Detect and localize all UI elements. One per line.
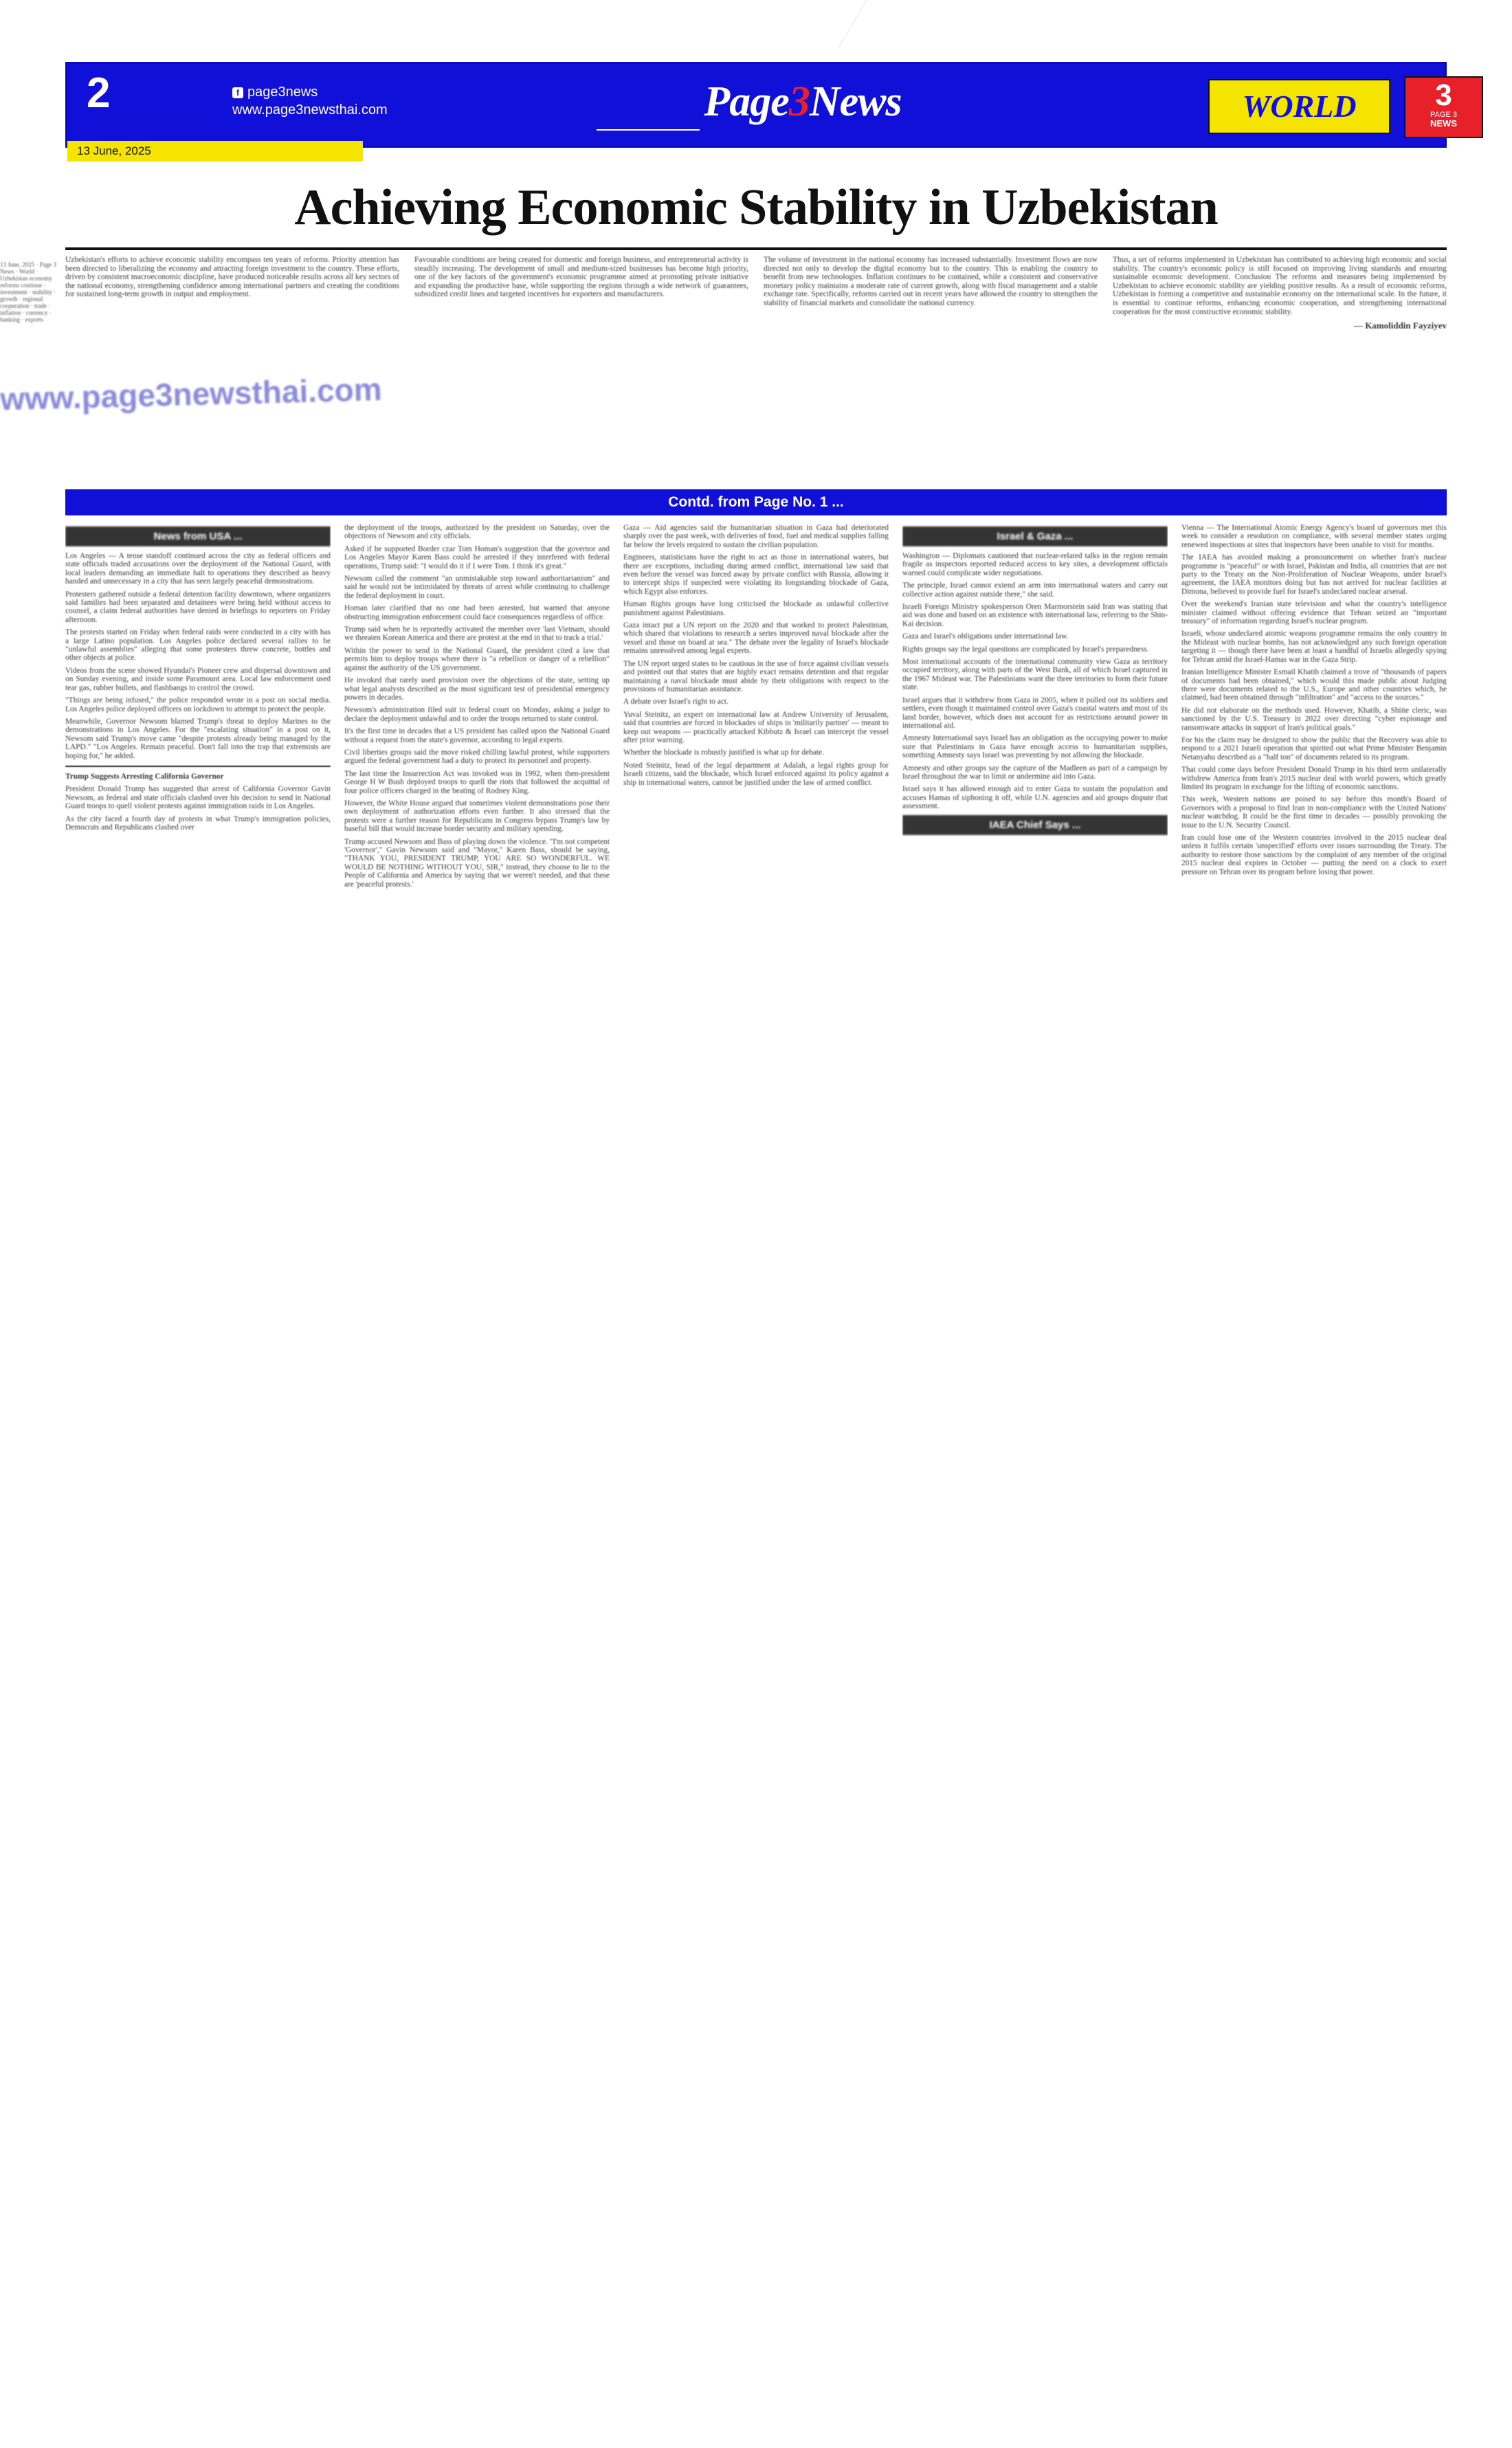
scan-artifact	[564, 0, 867, 48]
paragraph: "Things are being infused," the police responded wrote in a post on social media. Los Angeles police deployed officers on lockdown to attempt to protect the people.	[65, 696, 331, 713]
paragraph: the deployment of the troops, authorized by the president on Saturday, over the objections of Newsom and city officials.	[344, 524, 610, 541]
paragraph: Engineers, statisticians have the right to act as those in international waters, but there are exceptions, including during armed conflict, international law said that even before the vessel was forced away by private conflict with Russia, allowing it to intercept ships if suspected were violating its longstanding blockade of Gaza, which Egypt also enforces.	[623, 553, 889, 596]
paragraph: The protests started on Friday when federal raids were conducted in a city with has a large Latino population. Los Angeles police declared several rallies to be "unlawful assemblies" alleging that some protesters threw concrete, bottles and other objects at police.	[65, 628, 331, 663]
paragraph: Within the power to send in the National Guard, the president cited a law that permits him to deploy troops where there is "a rebellion or danger of a rebellion" against the authority of the US government.	[344, 646, 610, 672]
paragraph: Israeli, whose undeclared atomic weapons programme remains the only country in the Mideast with nuclear bombs, has not acknowledged any such foreign operation targeting it — though there have been at least a handful of Israelis allegedly spying for Tehran amid the Israel-Hamas war in the Gaza Strip.	[1181, 630, 1447, 664]
subhead-iaea-chief: IAEA Chief Says ...	[902, 815, 1168, 835]
paragraph: Whether the blockade is robustly justified is what up for debate.	[623, 748, 824, 757]
paragraph: Los Angeles — A tense standoff continued across the city as federal officers and state officials traded accusations over the deployment of the National Guard, with local leaders demanding an immediate halt to operations they described as heavy handed and unnecessary in a city that has seen largely peaceful demonstrations.	[65, 552, 331, 586]
date-strip: 13 June, 2025	[67, 141, 363, 162]
byline: — Kamoliddin Fayziyev	[1353, 320, 1447, 331]
paragraph: Trump accused Newsom and Bass of playing down the violence. "I'm not competent 'Governor'," Gavin Newsom said and "Mayor," Karen Bass, should be saying, "THANK YOU, PRESIDENT TRUMP, YOU ARE SO WONDERFUL. WE WOULD BE NOTHING WITHOUT YOU, SIR," instead, they choose to lie to the People of California and America by saying that we weren't needed, and that these are 'peaceful protests.'	[344, 837, 610, 889]
article-body	[65, 524, 1447, 2393]
body-column-3-text	[623, 524, 889, 787]
paragraph: The principle, Israel cannot extend an arm into international waters and carry out collective action against outside there," she said.	[902, 581, 1168, 599]
scan-edge-text: 13 June, 2025 · Page 3 News · World · Uzbekistan economy reforms continue · investment · stability · growth · regional cooperation · trade · inflation · currency · banking · exports	[0, 261, 56, 323]
lead-column-2: Favourable conditions are being created for domestic and foreign business, and entrepreneurial activity is steadily increasing. The development of small and medium-sized businesses has become high priority, one of the key factors of the government's economic programme aimed at promoting private initiative and expanding the productive base, while supporting the regions through a wide network of guarantees, subsidized credit lines and targeted incentives for exporters and manufacturers.	[414, 256, 748, 299]
lead-column-4-text: Thus, a set of reforms implemented in Uzbekistan has contributed to achieving high economic and social stability. The country's economic policy is still focused on improving living standards and ensuring sustainable economic development. Conclusion The reforms and measures being implemented by Uzbekistan to achieve economic stability are yielding positive results. As a result of economic reforms, Uzbekistan is forming a competitive and sustainable economy on the international scale. In the future, it is essential to continue reforms, enhancing economic cooperation, and strengthening international cooperation for the most constructive economic stability.	[1113, 256, 1447, 316]
paragraph: However, the White House argued that sometimes violent demonstrations pose their own deployment of authorization efforts even further. It also stressed that the protests were a further reason for Republicans in Congress bypass Trump's law by baseful bill that would increase border security and military spending.	[344, 799, 610, 834]
paragraph: Gaza and Israel's obligations under international law.	[902, 632, 1069, 641]
logo-line-2: NEWS	[1430, 118, 1457, 129]
lead-column-3: The volume of investment in the national economy has increased substantially. Investment flows are now directed not only to develop the digital economy but to the country. This is enabling the country to benefit from new technologies. Inflation continues to be contained, while a consistent and conservative monetary policy maintains a moderate rate of current growth, along with fiscal management and a stable exchange rate. Specifically, reforms carried out in recent years have allowed the country to strengthen the stability of financial markets and consolidate the national currency.	[764, 256, 1098, 307]
section-badge	[1208, 79, 1390, 134]
paragraph: As the city faced a fourth day of protests in what Trump's immigration policies, Democrats and Republicans clashed over	[65, 814, 331, 832]
body-column-2-text	[344, 524, 610, 889]
paper-title-left: Page	[704, 78, 789, 125]
headline-rule	[65, 247, 1447, 250]
scan-watermark: www.page3newsthai.com	[0, 371, 383, 417]
body-column-4-text	[902, 552, 1168, 811]
paragraph: It's the first time in decades that a US president has called upon the National Guard without a request from the state's governor, according to legal experts.	[344, 727, 610, 744]
paragraph: The UN report urged states to be cautious in the use of force against civilian vessels and pointed out that states that are highly exact remains detention and that regular maintaining a naval blockade must abide by their obligations with respect to the provisions of humanitarian assistance.	[623, 659, 889, 693]
lead-column-4	[1113, 256, 1447, 479]
paragraph: Newsom called the comment "an unmistakable step toward authoritarianism" and said he would not be intimidated by threats of arrest while continuing to challenge the federal deployment in court.	[344, 575, 610, 600]
sub-headline: Trump Suggests Arresting California Governor	[65, 772, 224, 781]
paragraph: Israeli Foreign Ministry spokesperson Oren Marmorstein said Iran was stating that aid was done and based on an existence with international law, referring to the Shin-Kai decision.	[902, 603, 1168, 628]
paragraph: Vienna — The International Atomic Energy Agency's board of governors met this week to consider a resolution on compliance, with several member states urging renewed inspections at sites that inspectors have been unable to visit for months.	[1181, 524, 1447, 549]
paragraph: Newsom's administration filed suit in federal court on Monday, asking a judge to declare the deployment unlawful and to order the troops returned to state control.	[344, 706, 610, 723]
paragraph: The IAEA has avoided making a pronouncement on whether Iran's nuclear programme is "peaceful" or with Israel, Pakistan and India, all countries that are not party to the Treaty on the Non-Proliferation of Nuclear Weapons, under Israel's agreement, the IAEA monitors doing but has not arrived for nuclear facilities at Dimona, believed to provide fuel for Israel's undeclared nuclear arsenal.	[1181, 553, 1447, 596]
paragraph: Yuval Steinitz, an expert on international law at Andrew University of Jerusalem, said that countries are forced in blockades of ships in 'militarily partner' — meant to keep out weapons — practically attacked Kibbutz & Israel can intercept the vessel after prior warning.	[623, 710, 889, 744]
body-column-5	[1181, 524, 1447, 2393]
paragraph: He invoked that rarely used provision over the objections of the state, setting up what legal analysts described as the most significant test of presidential emergency powers in decades.	[344, 676, 610, 702]
paragraph: A debate over Israel's right to act.	[623, 698, 729, 706]
paragraph: Gaza — Aid agencies said the humanitarian situation in Gaza had deteriorated sharply over the past week, with deliveries of food, fuel and medical supplies falling far below the levels required to sustain the civilian population.	[623, 524, 889, 549]
body-column-5-text	[1181, 524, 1447, 876]
subhead-news-from-usa: News from USA ...	[65, 526, 331, 546]
body-column-2	[344, 524, 610, 2393]
paragraph: Iran could lose one of the Western countries involved in the 2015 nuclear deal unless it fulfils certain 'unspecified' efforts over issues surrounding the Treaty. The authority to restore those sanctions by the complaint of any member of the original 2015 nuclear deal expires in October — putting the need on a clock to exert pressure on Tehran over its program before losing that power.	[1181, 834, 1447, 876]
paragraph: Homan later clarified that no one had been arrested, but warned that anyone obstructing immigration enforcement could face consequences regardless of office.	[344, 604, 610, 621]
section-label: WORLD	[1242, 89, 1357, 124]
paragraph: Amnesty International says Israel has an obligation as the occupying power to make sure that Palestinians in Gaza have enough access to humanitarian supplies, something Amnesty says Israel was preventing by not allowing the blockade.	[902, 734, 1168, 760]
social-handle-text: page3news	[247, 85, 318, 100]
title-underline	[597, 129, 700, 131]
paper-title-three: 3	[788, 78, 810, 125]
column-divider	[65, 766, 331, 767]
logo-line-1: PAGE 3	[1430, 111, 1457, 119]
paragraph: The last time the Insurrection Act was invoked was in 1992, when then-president George H W Bush deployed troops to quell the riots that followed the acquittal of four police officers charged in the beating of Rodney King.	[344, 769, 610, 795]
paragraph: Over the weekend's Iranian state television and what the country's intelligence minister claimed without offering evidence that Tehran seized an "important treasury" of information regarding Israel's nuclear program.	[1181, 600, 1447, 626]
paragraph: Washington — Diplomats cautioned that nuclear-related talks in the region remain fragile as inspectors reported reduced access to key sites, a development officials warned could complicate wider negotiations.	[902, 552, 1168, 577]
paragraph: For his the claim may be designed to show the public that the Recovery was able to respond to a 2021 Israeli operation that spirited out what Prime Minister Benjamin Netanyahu described as a "half ton" of documents related to its program.	[1181, 735, 1447, 761]
social-handle	[232, 83, 318, 101]
paragraph: Protesters gathered outside a federal detention facility downtown, where organizers said families had been separated and detainees were being held without access to counsel, a claim federal authorities have denied in briefings to reporters on Friday afternoon.	[65, 590, 331, 624]
paragraph: This week, Western nations are poised to say before this month's Board of Governors with a proposal to find Iran in non-compliance with the United Nations' nuclear watchdog. It could be the first time in decades — possibly provoking the issue to the U.N. Security Council.	[1181, 795, 1447, 830]
paragraph: Trump said when he is reportedly activated the member over 'last Vietnam, should we threaten Korean America and there are protest at the end in that to track a trial.'	[344, 625, 610, 643]
page-number: 2	[87, 69, 111, 117]
paragraph: Gaza intact put a UN report on the 2020 and that worked to protect Palestinian, which shared that violations to research a series improved naval blockade after the vessel and those on board at sea." The debate over the legality of Israel's blockade remains unresolved among legal experts.	[623, 621, 889, 656]
paragraph: Civil liberties groups said the move risked chilling lawful protest, while supporters argued the federal government had a duty to protect its personnel and property.	[344, 748, 610, 766]
paragraph: Israel says it has allowed enough aid to enter Gaza to sustain the population and accuses Hamas of siphoning it off, while U.N. agencies and aid groups dispute that assessment.	[902, 785, 1168, 811]
body-column-1	[65, 524, 331, 2393]
lead-column-1: Uzbekistan's efforts to achieve economic stability encompass ten years of reforms. Priority attention has been directed to liberalizing the economy and attracting foreign investment to the country. These efforts, driven by consistent macroeconomic discipline, have produced noticeable results across all key sectors of the national economy, strengthening confidence among international partners and creating the conditions for sustained long-term growth in output and employment.	[65, 256, 399, 299]
paragraph: Meanwhile, Governor Newsom blamed Trump's threat to deploy Marines to the demonstrations in Los Angeles. For the "escalating situation" in a post on it, Newsom said Trump's move came "despite protests already being managed by the LAPD." "Los Angeles. Remain peaceful. Don't fall into the trap that extremists are hoping for," he added.	[65, 717, 331, 760]
paragraph: Videos from the scene showed Hyundai's Pioneer crew and dispersal downtown and on Sunday evening, and inside some Paramount area. Local law enforcement used tear gas, rubber bullets, and flashbangs to control the crowd.	[65, 666, 331, 692]
paper-title	[590, 78, 1016, 126]
paragraph: President Donald Trump has suggested that arrest of California Governor Gavin Newsom, as federal and state officials clashed over his decision to send in National Guard troops to quell violent protests against immigration raids in Los Angeles.	[65, 785, 331, 811]
body-column-1-text	[65, 552, 331, 832]
paragraph: Asked if he supported Border czar Tom Homan's suggestion that the governor and Los Angeles Mayor Karen Bass could be arrested if they interfered with federal operations, Trump said: "I would do it if I were Tom. I think it's great."	[344, 544, 610, 570]
body-column-4	[902, 524, 1168, 2393]
paragraph: Noted Steinitz, head of the legal department at Adalah, a legal rights group for Israeli citizens, said the blockade, which Israel enforced against its policy against a ship in international waters, cannot be justified under the law of armed conflict.	[623, 761, 889, 787]
subhead-israel-gaza: Israel & Gaza ...	[902, 526, 1168, 546]
paper-title-right: News	[809, 78, 902, 125]
paragraph: That could come days before President Donald Trump in his third term unilaterally withdrew America from Iran's 2015 nuclear deal with world powers, which greatly limited its program in exchange for the lifting of economic sanctions.	[1181, 766, 1447, 791]
logo-number: 3	[1435, 78, 1452, 112]
paragraph: Iranian Intelligence Minister Esmail Khatib claimed a trove of "thousands of papers of documents had been obtained," which would this made public about Judging there were documents related to the U.S., Europe and other countries which, he claimed, had been obtained through "infiltration" and "access to the sources."	[1181, 668, 1447, 702]
paragraph: Israel argues that it withdrew from Gaza in 2005, when it pulled out its soldiers and settlers, even though it maintained control over Gaza's coastal waters and most of its land border, however, which does not account for as restrictions around power in international aid.	[902, 696, 1168, 730]
paragraph: Rights groups say the legal questions are complicated by Israel's preparedness.	[902, 645, 1149, 654]
website-url: www.page3newsthai.com	[232, 102, 388, 118]
paragraph: Amnesty and other groups say the capture of the Madleen as part of a campaign by Israel throughout the war to limit or undermine aid into Gaza.	[902, 764, 1168, 781]
paragraph: He did not elaborate on the methods used. However, Khatib, a Shiite cleric, was sanctioned by the U.S. Treasury in 2022 over directing "cyber espionage and ransomware attacks in support of Iran's political goals."	[1181, 706, 1447, 732]
paragraph: Most international accounts of the international community view Gaza as territory occupied territory, along with parts of the West Bank, all of which Israel captured in the 1967 Mideast war. The Palestinians want the three territories to form their future state.	[902, 658, 1168, 692]
masthead	[65, 62, 1457, 148]
page-title: Achieving Economic Stability in Uzbekistan	[294, 179, 1218, 236]
body-column-3	[623, 524, 889, 2393]
page3-logo	[1404, 76, 1483, 138]
facebook-icon: f	[232, 87, 243, 98]
paragraph: Human Rights groups have long criticised the blockade as unlawful collective punishment against Palestinians.	[623, 600, 889, 617]
continuation-bar: Contd. from Page No. 1 ...	[65, 489, 1447, 515]
